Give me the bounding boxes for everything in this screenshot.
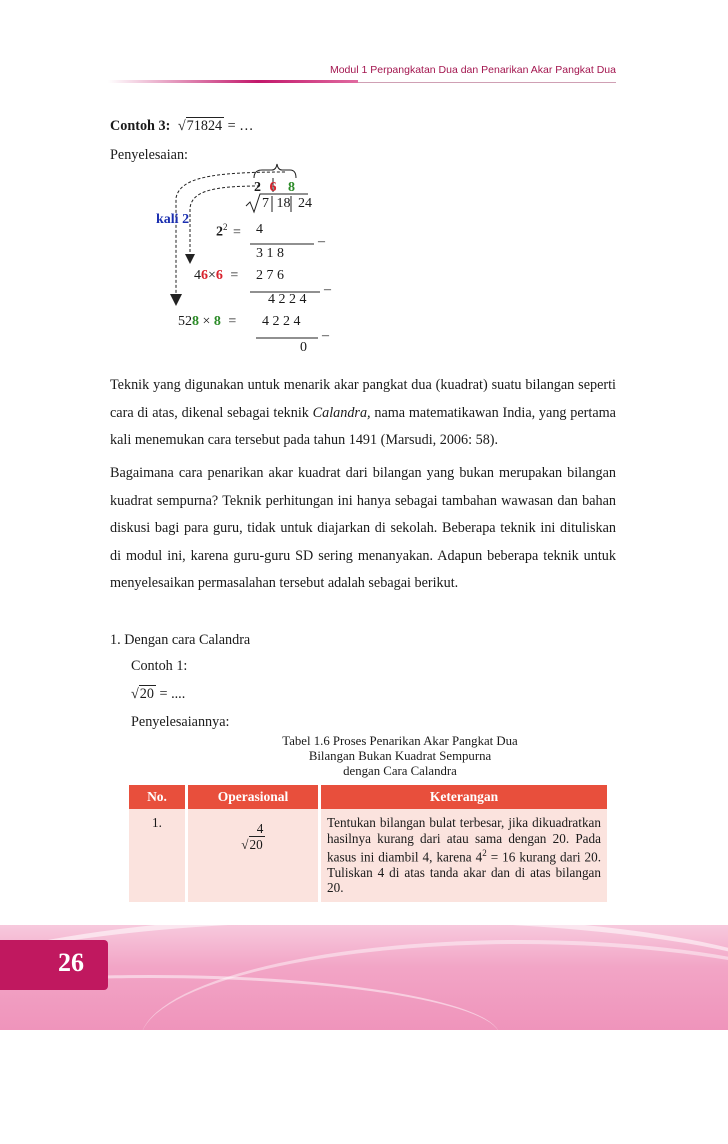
header-no: No. [129, 785, 187, 809]
calandra-diagram [150, 158, 510, 358]
table-caption-line-1: Tabel 1.6 Proses Penarikan Akar Pangkat Dua [282, 734, 518, 748]
outer-arrow-head-icon [170, 294, 182, 306]
result-digits [254, 180, 295, 196]
dividend-group-1: 7 [262, 196, 269, 211]
inner-arrow-head-icon [185, 254, 195, 264]
step1-equals: = [233, 224, 241, 240]
remainder-2: 4 2 2 4 [268, 292, 307, 307]
minus-sign-1: – [318, 234, 325, 249]
example3-radicand: 71824 [186, 118, 223, 134]
step1-label [216, 222, 241, 241]
step1-value: 4 [256, 222, 263, 237]
table-row [129, 809, 607, 902]
example3-label: Contoh 3: [110, 118, 171, 134]
row1-op-radicand: 20 [249, 836, 263, 852]
result-digit-2: 6 [269, 180, 277, 195]
row1-keterangan [320, 809, 608, 902]
header-keterangan: Keterangan [320, 785, 608, 809]
example1-radicand: 20 [139, 686, 154, 702]
example3-solution-label: Penyelesaian: [110, 147, 189, 163]
result-digit-3: 8 [288, 180, 295, 195]
step3-c: 8 [213, 314, 221, 329]
example3-equals: = … [227, 118, 254, 134]
dividend-groups [262, 196, 312, 212]
step1-base: 2 [216, 224, 223, 240]
kali-label: kali 2 [156, 212, 190, 227]
final-remainder: 0 [300, 340, 307, 355]
row1-no: 1. [129, 809, 187, 902]
step3-b: 8 [192, 314, 199, 329]
table-caption [200, 734, 600, 779]
step2-c: 6 [215, 268, 223, 283]
minus-sign-3: – [322, 328, 329, 343]
step2-label [194, 268, 238, 284]
step1-exponent: 2 [223, 222, 228, 232]
example1-label: Contoh 1: [131, 658, 188, 674]
sqrt-sign-icon: √ [131, 686, 139, 702]
step3-value: 4 2 2 4 [262, 314, 301, 329]
header-accent-bar [108, 80, 358, 83]
sqrt-sign-icon: √ [241, 836, 249, 852]
row1-operasional [187, 809, 320, 902]
row1-op-top: 4 [256, 821, 264, 836]
paragraph-calandra [110, 372, 616, 455]
dividend-group-2: 18 [276, 196, 291, 211]
page-number-tab [0, 940, 108, 990]
step3-a: 52 [178, 314, 192, 329]
table-caption-line-3: dengan Cara Calandra [343, 764, 457, 778]
row1-desc-part-b: = 16 kurang dari 20. Tuliskan 4 di atas tanda akar dan di atas bilangan 20. [327, 849, 601, 896]
step2-times: × [208, 268, 216, 283]
sqrt-sign-icon: √ [177, 118, 186, 134]
step3-label [178, 314, 236, 330]
page-number: 26 [58, 948, 84, 977]
step2-a: 4 [194, 268, 201, 283]
step3-equals: = [228, 314, 237, 329]
result-brace [254, 164, 296, 178]
running-header: Modul 1 Perpangkatan Dua dan Penarikan Akar Pangkat Dua [329, 64, 616, 76]
paragraph1-part-b: nama matematikawan India, yang pertama kali menemukan cara tersebut pada tahun 1491 (Marsudi, 2006: 58). [110, 404, 616, 448]
table-header-row [129, 785, 607, 809]
example1-solution-label: Penyelesaiannya: [131, 714, 230, 730]
row1-desc-exponent: 2 [482, 848, 487, 858]
dividend-group-3: 24 [298, 196, 312, 211]
calandra-table [129, 785, 607, 902]
header-operasional: Operasional [187, 785, 320, 809]
example3-heading [110, 112, 253, 140]
remainder-1: 3 1 8 [256, 246, 284, 261]
result-digit-1: 2 [254, 180, 261, 195]
table-caption-line-2: Bilangan Bukan Kuadrat Sempurna [308, 749, 492, 763]
minus-sign-2: – [324, 282, 331, 297]
paragraph1-italic: Calandra, [312, 404, 371, 421]
step2-value: 2 7 6 [256, 268, 284, 283]
row1-desc-part-a: Tentukan bilangan bulat terbesar, jika dikuadratkan hasilnya kurang dari atau sama dengan 20. Pada kasus ini diambil 4, karena 4 [327, 815, 601, 865]
paragraph1-part-a: Teknik yang digunakan untuk menarik akar pangkat dua (kuadrat) suatu bilangan seperti cara di atas, dikenal sebagai teknik [110, 377, 616, 421]
example1-expression [131, 680, 185, 708]
example1-equals: = .... [159, 686, 186, 702]
step2-b: 6 [201, 268, 208, 283]
paragraph-non-perfect-square [110, 460, 616, 598]
step3-times: × [202, 314, 211, 329]
list-item-calandra: 1. Dengan cara Calandra [110, 632, 251, 648]
paragraph2-text: Bagaimana cara penarikan akar kuadrat dari bilangan yang bukan merupakan bilangan kuadrat sempurna? Teknik perhitungan ini hanya sebagai tambahan wawasan dan bahan diskusi bagi para guru, tidak untuk diajarkan di sekolah. Beberapa teknik ini dituliskan di modul ini, karena guru-guru SD sering menanyakan. Adapun beberapa teknik untuk menyelesaikan permasalahan tersebut adalah sebagai berikut. [110, 465, 616, 591]
step2-equals: = [230, 268, 239, 283]
